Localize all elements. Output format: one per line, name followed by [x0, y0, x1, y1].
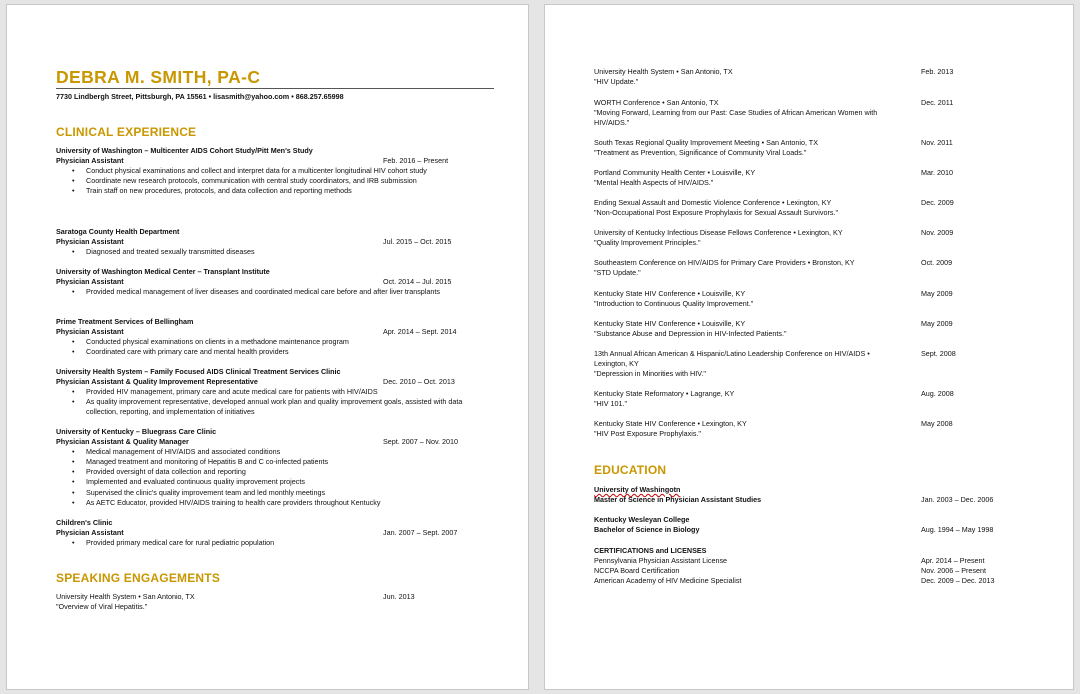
experience-org: University of Washington – Multicenter AIDS Cohort Study/Pitt Men's Study [56, 146, 313, 155]
education-degree: Master of Science in Physician Assistant Studies [594, 495, 762, 505]
experience-entry [56, 227, 471, 257]
talk-date: Dec. 2009 [921, 198, 954, 207]
talk-date: May 2009 [921, 319, 953, 328]
certification-name: Pennsylvania Physician Assistant License [594, 556, 728, 566]
experience-entry [56, 317, 471, 357]
certifications-title: CERTIFICATIONS and LICENSES [594, 546, 707, 555]
talk-title: "HIV Update." [594, 77, 639, 87]
experience-org: University Health System – Family Focused AIDS Clinical Treatment Services Clinic [56, 367, 341, 376]
talk-venue: Kentucky State HIV Conference • Louisville, KY [594, 289, 746, 298]
experience-date: Apr. 2014 – Sept. 2014 [383, 327, 457, 337]
experience-role: Physician Assistant [56, 237, 124, 247]
talk-title: "Non-Occupational Post Exposure Prophylaxis for Sexual Assault Survivors." [594, 208, 838, 218]
talk-date: Aug. 2008 [921, 389, 954, 398]
experience-bullet: • As quality improvement representative, developed annual work plan and quality improvement goals, assisted with data collection, reporting, and implementation of initiatives [86, 397, 471, 417]
talk-entry [594, 198, 1009, 218]
talk-entry [594, 67, 1009, 87]
talk-title: "Mental Health Aspects of HIV/AIDS." [594, 178, 714, 188]
experience-bullet: • Conduct physical examinations and collect and interpret data for a multicenter longitudinal HIV cohort study [86, 166, 471, 176]
talk-entry [56, 592, 471, 612]
talk-venue: South Texas Regional Quality Improvement Meeting • San Antonio, TX [594, 138, 818, 147]
talk-title: "Moving Forward, Learning from our Past: Case Studies of African American Women with HIV/AIDS." [594, 108, 878, 128]
talk-title: "HIV 101." [594, 399, 628, 409]
talk-title: "STD Update." [594, 268, 641, 278]
education-entry [594, 485, 1009, 505]
talk-date: Mar. 2010 [921, 168, 953, 177]
talk-title: "Quality Improvement Principles." [594, 238, 701, 248]
experience-bullet: • Managed treatment and monitoring of Hepatitis B and C co-infected patients [86, 457, 471, 467]
experience-role: Physician Assistant & Quality Improvement Representative [56, 377, 258, 387]
experience-bullet: • Supervised the clinic's quality improvement team and led monthly meetings [86, 488, 471, 498]
experience-date: Dec. 2010 – Oct. 2013 [383, 377, 455, 387]
talk-date: Nov. 2009 [921, 228, 954, 237]
experience-bullet: • Diagnosed and treated sexually transmitted diseases [86, 247, 471, 257]
clinical-experience-heading: CLINICAL EXPERIENCE [56, 125, 197, 139]
certification-name: NCCPA Board Certification [594, 566, 680, 576]
resume-page-1 [6, 4, 529, 690]
talk-venue: Southeastern Conference on HIV/AIDS for Primary Care Providers • Bronston, KY [594, 258, 855, 267]
experience-entry [56, 427, 471, 508]
talk-entry [594, 168, 1009, 188]
talk-entry [594, 319, 1009, 339]
experience-bullet: • Implemented and evaluated continuous quality improvement projects [86, 477, 471, 487]
talk-entry [594, 138, 1009, 158]
experience-bullet: • Medical management of HIV/AIDS and associated conditions [86, 447, 471, 457]
talk-entry [594, 289, 1009, 309]
certification-date: Apr. 2014 – Present [921, 556, 985, 566]
experience-bullet: • As AETC Educator, provided HIV/AIDS training to health care providers throughout Kentucky [86, 498, 471, 508]
talk-venue: 13th Annual African American & Hispanic/Latino Leadership Conference on HIV/AIDS • Lexington, KY [594, 349, 870, 369]
experience-bullet: • Provided oversight of data collection and reporting [86, 467, 471, 477]
experience-date: Oct. 2014 – Jul. 2015 [383, 277, 452, 287]
header-rule [56, 88, 494, 89]
talk-date: May 2008 [921, 419, 953, 428]
education-degree: Bachelor of Science in Biology [594, 525, 700, 535]
experience-org: Prime Treatment Services of Bellingham [56, 317, 194, 326]
resume-page-2 [544, 4, 1074, 690]
experience-bullet: • Provided HIV management, primary care and acute medical care for patients with HIV/AIDS [86, 387, 471, 397]
experience-entry [56, 518, 471, 548]
talk-title: "Depression in Minorities with HIV." [594, 369, 706, 379]
experience-role: Physician Assistant & Quality Manager [56, 437, 189, 447]
talk-entry [594, 98, 1009, 128]
talk-date: Nov. 2011 [921, 138, 953, 147]
certifications-block [594, 546, 1009, 586]
talk-date: Dec. 2011 [921, 98, 954, 107]
education-school: University of Washingotn [594, 485, 681, 494]
experience-org: Saratoga County Health Department [56, 227, 180, 236]
experience-bullet: • Coordinated care with primary care and mental health providers [86, 347, 471, 357]
experience-role: Physician Assistant [56, 277, 124, 287]
education-date: Jan. 2003 – Dec. 2006 [921, 495, 994, 505]
talk-date: Feb. 2013 [921, 67, 954, 76]
experience-bullet: • Train staff on new procedures, protocols, and data collection and reporting methods [86, 186, 471, 196]
experience-bullet: • Coordinate new research protocols, communication with central study coordinators, and IRB submission [86, 176, 471, 186]
speaking-engagements-heading: SPEAKING ENGAGEMENTS [56, 571, 221, 585]
certification-date: Nov. 2006 – Present [921, 566, 986, 576]
talk-date: Jun. 2013 [383, 592, 415, 601]
talk-date: May 2009 [921, 289, 953, 298]
talk-title: "Substance Abuse and Depression in HIV-Infected Patients." [594, 329, 787, 339]
talk-entry [594, 258, 1009, 278]
certification-date: Dec. 2009 – Dec. 2013 [921, 576, 995, 586]
talk-venue: University Health System • San Antonio, TX [594, 67, 733, 76]
talk-date: Sept. 2008 [921, 349, 956, 358]
education-date: Aug. 1994 – May 1998 [921, 525, 994, 535]
talk-title: "HIV Post Exposure Prophylaxis." [594, 429, 701, 439]
talk-venue: Portland Community Health Center • Louisville, KY [594, 168, 756, 177]
talk-entry [594, 349, 1009, 379]
talk-entry [594, 419, 1009, 439]
talk-venue: Kentucky State HIV Conference • Louisville, KY [594, 319, 746, 328]
talk-entry [594, 389, 1009, 409]
education-entry [594, 515, 1009, 535]
experience-role: Physician Assistant [56, 528, 124, 538]
experience-date: Sept. 2007 – Nov. 2010 [383, 437, 458, 447]
experience-entry [56, 367, 471, 417]
talk-venue: University of Kentucky Infectious Disease Fellows Conference • Lexington, KY [594, 228, 843, 237]
education-school: Kentucky Wesleyan College [594, 515, 690, 524]
talk-title: "Treatment as Prevention, Significance of Community Viral Loads." [594, 148, 807, 158]
talk-venue: Kentucky State Reformatory • Lagrange, KY [594, 389, 735, 398]
talk-venue: Kentucky State HIV Conference • Lexington, KY [594, 419, 747, 428]
experience-role: Physician Assistant [56, 156, 124, 166]
experience-org: University of Washington Medical Center – Transplant Institute [56, 267, 270, 276]
experience-bullet: • Provided medical management of liver diseases and coordinated medical care before and after liver transplants [86, 287, 471, 297]
experience-entry [56, 267, 471, 297]
experience-entry [56, 146, 471, 196]
talk-title: "Overview of Viral Hepatitis." [56, 602, 148, 612]
talk-venue: Ending Sexual Assault and Domestic Violence Conference • Lexington, KY [594, 198, 832, 207]
experience-org: Children's Clinic [56, 518, 113, 527]
talk-entry [594, 228, 1009, 248]
experience-date: Jan. 2007 – Sept. 2007 [383, 528, 458, 538]
contact-line: 7730 Lindbergh Street, Pittsburgh, PA 15561 • lisasmith@yahoo.com • 868.257.65998 [56, 92, 344, 101]
talk-venue: WORTH Conference • San Antonio, TX [594, 98, 719, 107]
candidate-name: DEBRA M. SMITH, PA-C [56, 67, 261, 87]
education-heading: EDUCATION [594, 463, 667, 477]
talk-date: Oct. 2009 [921, 258, 953, 267]
experience-date: Jul. 2015 – Oct. 2015 [383, 237, 452, 247]
experience-bullet: • Conducted physical examinations on clients in a methadone maintenance program [86, 337, 471, 347]
experience-org: University of Kentucky – Bluegrass Care Clinic [56, 427, 217, 436]
talk-venue: University Health System • San Antonio, TX [56, 592, 195, 601]
experience-role: Physician Assistant [56, 327, 124, 337]
certification-name: American Academy of HIV Medicine Specialist [594, 576, 742, 586]
talk-title: "Introduction to Continuous Quality Improvement." [594, 299, 754, 309]
experience-bullet: • Provided primary medical care for rural pediatric population [86, 538, 471, 548]
experience-date: Feb. 2016 – Present [383, 156, 449, 166]
